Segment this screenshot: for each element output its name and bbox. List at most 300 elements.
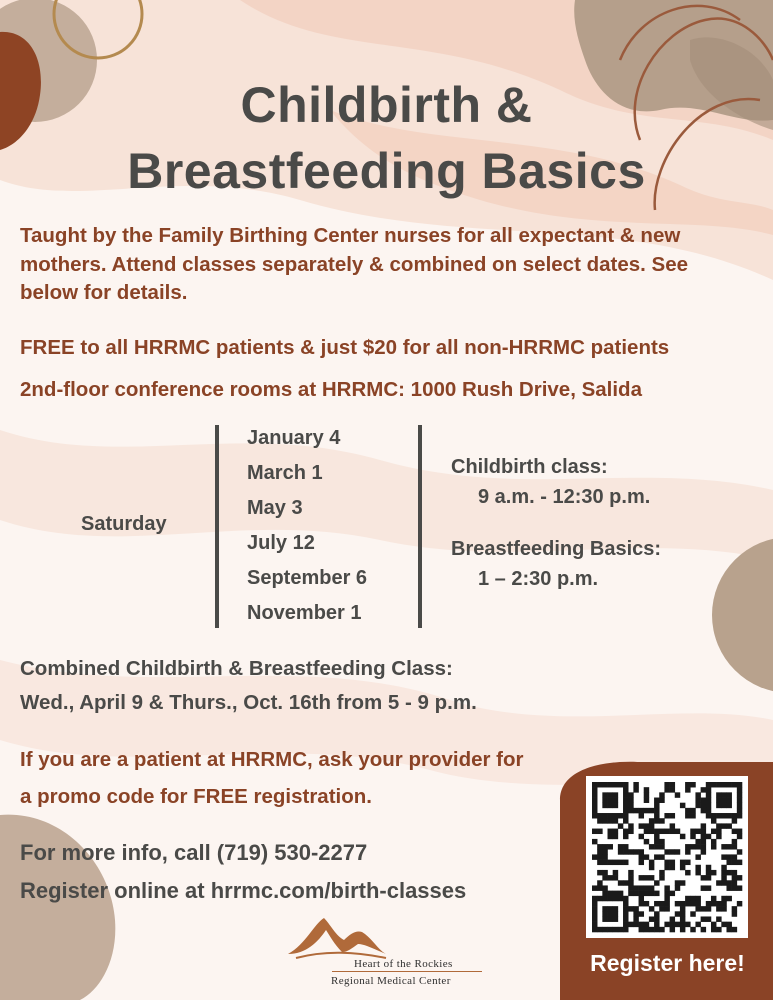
qr-module — [659, 818, 664, 823]
qr-module — [613, 860, 618, 865]
qr-module — [716, 813, 721, 818]
qr-module — [726, 885, 731, 890]
qr-module — [695, 803, 700, 808]
logo-text-line-1: Heart of the Rockies — [354, 958, 453, 970]
qr-module — [726, 813, 731, 818]
qr-module — [592, 916, 597, 921]
qr-module — [726, 860, 731, 865]
qr-module — [654, 798, 659, 803]
qr-module — [633, 787, 638, 792]
qr-module — [706, 865, 711, 870]
qr-module — [628, 823, 633, 828]
qr-module — [628, 849, 633, 854]
qr-module — [613, 803, 618, 808]
qr-module — [680, 865, 685, 870]
qr-module — [644, 922, 649, 927]
qr-module — [695, 839, 700, 844]
qr-module — [602, 911, 607, 916]
qr-module — [664, 829, 669, 834]
qr-module — [675, 911, 680, 916]
qr-module — [685, 870, 690, 875]
qr-module — [623, 829, 628, 834]
qr-module — [649, 844, 654, 849]
qr-module — [654, 854, 659, 859]
qr-module — [592, 839, 597, 844]
breastfeeding-time: 1 – 2:30 p.m. — [478, 568, 599, 590]
qr-module — [685, 860, 690, 865]
qr-module — [628, 798, 633, 803]
qr-module — [592, 927, 597, 932]
qr-module — [721, 813, 726, 818]
qr-module — [716, 880, 721, 885]
qr-module — [706, 808, 711, 813]
qr-module — [690, 813, 695, 818]
qr-module — [695, 865, 700, 870]
qr-module — [701, 808, 706, 813]
qr-module — [737, 792, 742, 797]
qr-module — [639, 860, 644, 865]
qr-module — [670, 865, 675, 870]
qr-module — [613, 916, 618, 921]
logo-rule — [332, 971, 482, 972]
qr-module — [737, 875, 742, 880]
qr-module — [670, 823, 675, 828]
qr-module — [695, 906, 700, 911]
qr-module — [690, 834, 695, 839]
qr-module — [623, 844, 628, 849]
qr-module — [659, 875, 664, 880]
qr-module — [737, 860, 742, 865]
promo-info — [20, 741, 524, 815]
qr-module — [680, 927, 685, 932]
qr-module — [633, 922, 638, 927]
qr-module — [649, 860, 654, 865]
qr-module — [680, 901, 685, 906]
qr-module — [680, 916, 685, 921]
qr-module — [721, 906, 726, 911]
qr-module — [701, 885, 706, 890]
qr-module — [659, 901, 664, 906]
qr-module — [690, 782, 695, 787]
qr-module — [675, 880, 680, 885]
qr-module — [732, 813, 737, 818]
qr-module — [644, 875, 649, 880]
qr-module — [623, 798, 628, 803]
qr-module — [649, 875, 654, 880]
qr-module — [659, 927, 664, 932]
date-item: September 6 — [247, 567, 368, 589]
intro-text: Taught by the Family Birthing Center nurses for all expectant & new mothers. Attend classes separately & combined on select dates. See below for details. — [20, 224, 689, 304]
qr-module — [732, 911, 737, 916]
qr-module — [685, 849, 690, 854]
qr-module — [685, 922, 690, 927]
qr-module — [737, 798, 742, 803]
qr-module — [639, 813, 644, 818]
qr-module — [680, 880, 685, 885]
qr-module — [602, 849, 607, 854]
qr-module — [706, 792, 711, 797]
qr-module — [618, 782, 623, 787]
qr-module — [716, 834, 721, 839]
qr-module — [633, 911, 638, 916]
qr-module — [602, 818, 607, 823]
qr-module — [690, 896, 695, 901]
qr-module — [716, 782, 721, 787]
qr-module — [654, 891, 659, 896]
qr-module — [721, 922, 726, 927]
qr-module — [633, 906, 638, 911]
qr-module — [618, 880, 623, 885]
qr-module — [654, 813, 659, 818]
qr-module — [639, 922, 644, 927]
qr-module — [716, 916, 721, 921]
qr-module — [737, 829, 742, 834]
qr-module — [613, 792, 618, 797]
qr-module — [670, 787, 675, 792]
qr-code[interactable] — [586, 776, 748, 938]
qr-module — [618, 896, 623, 901]
qr-module — [602, 792, 607, 797]
qr-module — [716, 927, 721, 932]
qr-module — [623, 818, 628, 823]
qr-module — [639, 885, 644, 890]
qr-module — [592, 854, 597, 859]
qr-module — [706, 906, 711, 911]
qr-module — [737, 787, 742, 792]
qr-module — [602, 891, 607, 896]
qr-module — [597, 860, 602, 865]
qr-module — [613, 911, 618, 916]
qr-module — [664, 860, 669, 865]
qr-module — [695, 798, 700, 803]
qr-module — [701, 916, 706, 921]
qr-module — [649, 823, 654, 828]
qr-module — [597, 782, 602, 787]
qr-module — [675, 849, 680, 854]
qr-module — [654, 818, 659, 823]
qr-module — [711, 922, 716, 927]
qr-module — [633, 849, 638, 854]
combined-line-2: Wed., April 9 & Thurs., Oct. 16th from 5 - 9 p.m. — [20, 691, 477, 714]
page-title — [0, 72, 773, 204]
qr-module — [701, 849, 706, 854]
qr-module — [649, 829, 654, 834]
qr-module — [706, 803, 711, 808]
qr-module — [706, 782, 711, 787]
contact-info — [20, 834, 466, 910]
qr-module — [680, 803, 685, 808]
qr-module — [597, 880, 602, 885]
qr-module — [628, 885, 633, 890]
qr-module — [664, 787, 669, 792]
qr-module — [608, 813, 613, 818]
qr-module — [592, 808, 597, 813]
qr-module — [726, 782, 731, 787]
qr-module — [726, 854, 731, 859]
qr-module — [695, 844, 700, 849]
qr-module — [608, 860, 613, 865]
qr-module — [613, 829, 618, 834]
qr-module — [628, 829, 633, 834]
qr-module — [726, 792, 731, 797]
qr-module — [664, 922, 669, 927]
promo-line-2: a promo code for FREE registration. — [20, 785, 372, 808]
qr-module — [711, 870, 716, 875]
schedule-dates — [247, 424, 367, 634]
qr-module — [602, 854, 607, 859]
qr-module — [726, 844, 731, 849]
qr-module — [706, 901, 711, 906]
qr-module — [706, 870, 711, 875]
qr-module — [659, 792, 664, 797]
qr-module — [608, 798, 613, 803]
qr-module — [670, 916, 675, 921]
qr-module — [602, 870, 607, 875]
schedule-day: Saturday — [81, 513, 167, 535]
qr-module — [670, 927, 675, 932]
qr-module — [716, 829, 721, 834]
qr-module — [701, 927, 706, 932]
qr-module — [608, 906, 613, 911]
qr-module — [701, 803, 706, 808]
qr-module — [633, 891, 638, 896]
qr-module — [639, 849, 644, 854]
qr-module — [737, 813, 742, 818]
qr-module — [597, 896, 602, 901]
qr-module — [659, 798, 664, 803]
qr-module — [644, 829, 649, 834]
qr-module — [695, 901, 700, 906]
qr-module — [701, 906, 706, 911]
register-here-label[interactable]: Register here! — [590, 950, 745, 976]
qr-module — [721, 792, 726, 797]
qr-module — [675, 885, 680, 890]
qr-module — [680, 911, 685, 916]
qr-module — [623, 916, 628, 921]
qr-module — [675, 829, 680, 834]
qr-module — [602, 782, 607, 787]
qr-module — [649, 818, 654, 823]
qr-module — [654, 911, 659, 916]
childbirth-time: 9 a.m. - 12:30 p.m. — [478, 486, 651, 508]
qr-module — [597, 870, 602, 875]
qr-module — [706, 885, 711, 890]
qr-module — [721, 782, 726, 787]
qr-module — [680, 922, 685, 927]
date-item: January 4 — [247, 427, 341, 449]
register-online-line[interactable]: Register online at hrrmc.com/birth-classes — [20, 878, 467, 903]
qr-module — [732, 870, 737, 875]
qr-module — [675, 922, 680, 927]
qr-module — [592, 906, 597, 911]
qr-module — [685, 782, 690, 787]
qr-module — [680, 834, 685, 839]
qr-module — [690, 829, 695, 834]
qr-module — [628, 808, 633, 813]
qr-module — [675, 901, 680, 906]
qr-module — [711, 782, 716, 787]
qr-module — [628, 880, 633, 885]
qr-module — [670, 922, 675, 927]
qr-module — [644, 927, 649, 932]
qr-module — [711, 844, 716, 849]
qr-module — [711, 927, 716, 932]
qr-module — [706, 875, 711, 880]
qr-module — [670, 891, 675, 896]
qr-module — [592, 829, 597, 834]
qr-module — [608, 829, 613, 834]
qr-module — [649, 808, 654, 813]
qr-module — [644, 885, 649, 890]
qr-module — [721, 823, 726, 828]
qr-module — [644, 854, 649, 859]
qr-module — [592, 798, 597, 803]
qr-module — [701, 834, 706, 839]
title-line-1: Childbirth & — [240, 77, 533, 133]
qr-module — [685, 813, 690, 818]
qr-module — [659, 844, 664, 849]
qr-module — [633, 916, 638, 921]
qr-module — [670, 782, 675, 787]
qr-module — [664, 891, 669, 896]
qr-module — [690, 844, 695, 849]
qr-module — [695, 870, 700, 875]
qr-module — [628, 803, 633, 808]
qr-module — [659, 829, 664, 834]
qr-module — [597, 813, 602, 818]
qr-module — [602, 896, 607, 901]
qr-module — [701, 823, 706, 828]
qr-module — [592, 782, 597, 787]
qr-module — [690, 808, 695, 813]
qr-module — [670, 860, 675, 865]
qr-module — [613, 927, 618, 932]
qr-module — [711, 896, 716, 901]
qr-module — [644, 792, 649, 797]
qr-module — [602, 906, 607, 911]
qr-module — [597, 885, 602, 890]
qr-module — [649, 865, 654, 870]
qr-module — [659, 839, 664, 844]
qr-module — [618, 823, 623, 828]
qr-module — [623, 901, 628, 906]
qr-module — [623, 906, 628, 911]
qr-module — [670, 813, 675, 818]
qr-module — [592, 885, 597, 890]
qr-module — [737, 901, 742, 906]
qr-module — [623, 860, 628, 865]
qr-module — [732, 880, 737, 885]
qr-module — [732, 885, 737, 890]
qr-module — [608, 803, 613, 808]
qr-module — [732, 860, 737, 865]
qr-module — [737, 808, 742, 813]
qr-module — [711, 839, 716, 844]
qr-module — [644, 787, 649, 792]
qr-module — [721, 803, 726, 808]
qr-module — [654, 901, 659, 906]
breastfeeding-label: Breastfeeding Basics: — [451, 538, 662, 560]
qr-module — [602, 885, 607, 890]
qr-module — [649, 885, 654, 890]
qr-module — [685, 808, 690, 813]
qr-module — [602, 798, 607, 803]
qr-module — [664, 901, 669, 906]
divider-right — [418, 425, 422, 628]
qr-module — [618, 927, 623, 932]
qr-module — [602, 860, 607, 865]
qr-module — [737, 849, 742, 854]
qr-module — [726, 927, 731, 932]
qr-module — [716, 901, 721, 906]
qr-module — [592, 922, 597, 927]
qr-module — [623, 813, 628, 818]
date-item: March 1 — [247, 462, 323, 484]
qr-module — [721, 880, 726, 885]
qr-module — [721, 901, 726, 906]
childbirth-label: Childbirth class: — [451, 456, 608, 478]
qr-module — [732, 829, 737, 834]
qr-module — [701, 875, 706, 880]
qr-module — [737, 834, 742, 839]
qr-module — [613, 834, 618, 839]
qr-module — [711, 813, 716, 818]
qr-module — [732, 875, 737, 880]
qr-module — [618, 849, 623, 854]
location-text: 2nd-floor conference rooms at HRRMC: 1000 Rush Drive, Salida — [20, 378, 642, 401]
qr-module — [613, 870, 618, 875]
date-item: May 3 — [247, 497, 303, 519]
qr-module — [644, 901, 649, 906]
qr-module — [654, 829, 659, 834]
class-times — [451, 456, 661, 620]
qr-module — [639, 854, 644, 859]
qr-module — [592, 911, 597, 916]
qr-module — [633, 885, 638, 890]
qr-module — [726, 798, 731, 803]
promo-line-1: If you are a patient at HRRMC, ask your provider for — [20, 748, 524, 771]
qr-module — [732, 854, 737, 859]
qr-module — [608, 782, 613, 787]
qr-module — [628, 922, 633, 927]
qr-module — [628, 875, 633, 880]
qr-module — [706, 813, 711, 818]
qr-module — [721, 865, 726, 870]
qr-module — [659, 870, 664, 875]
qr-module — [685, 844, 690, 849]
qr-module — [685, 901, 690, 906]
qr-module — [639, 891, 644, 896]
qr-module — [644, 823, 649, 828]
qr-module — [654, 922, 659, 927]
qr-module — [654, 916, 659, 921]
qr-module — [608, 916, 613, 921]
qr-module — [711, 829, 716, 834]
qr-module — [623, 803, 628, 808]
qr-module — [664, 782, 669, 787]
qr-module — [608, 792, 613, 797]
qr-module — [613, 818, 618, 823]
qr-module — [654, 927, 659, 932]
qr-module — [695, 854, 700, 859]
qr-module — [623, 880, 628, 885]
qr-module — [706, 834, 711, 839]
qr-module — [726, 922, 731, 927]
qr-module — [602, 875, 607, 880]
qr-module — [613, 813, 618, 818]
qr-module — [701, 829, 706, 834]
qr-module — [721, 844, 726, 849]
